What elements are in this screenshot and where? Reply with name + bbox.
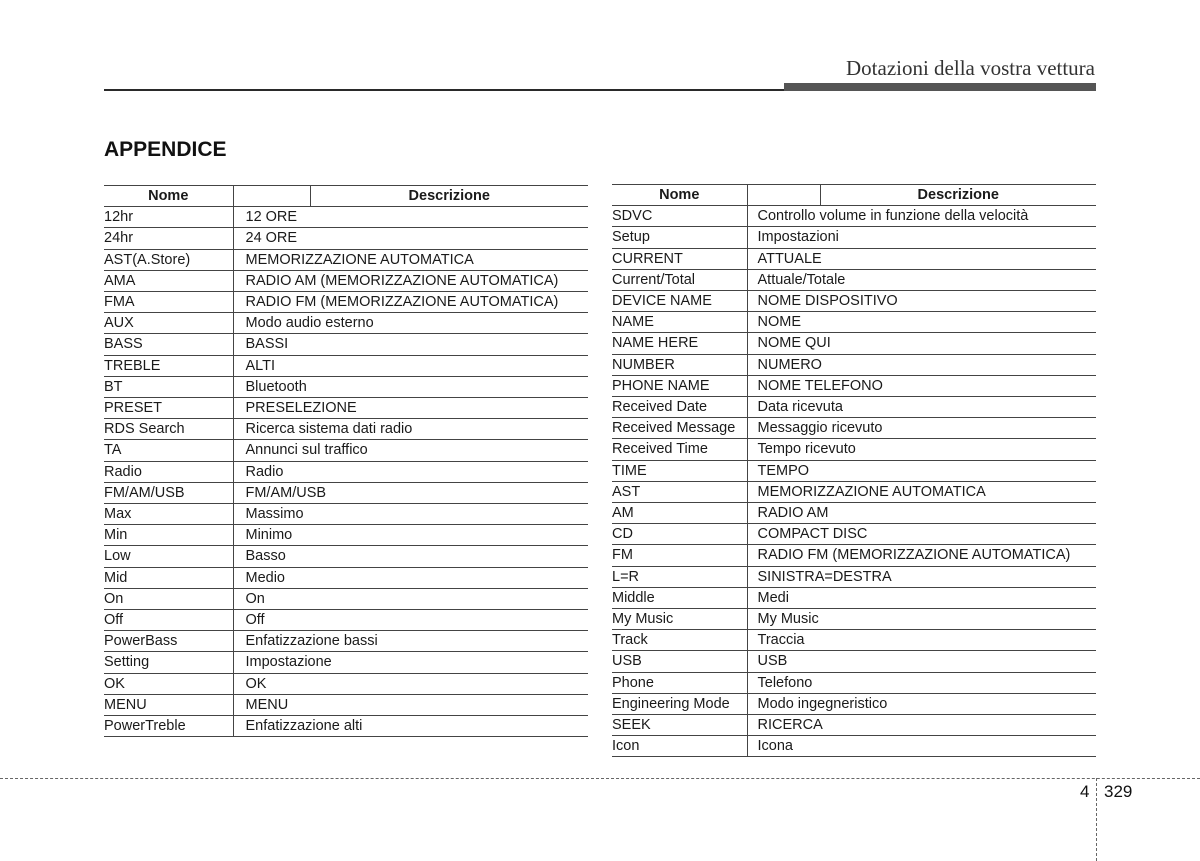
row-name: MENU bbox=[104, 694, 233, 715]
row-description: RADIO FM (MEMORIZZAZIONE AUTOMATICA) bbox=[233, 292, 588, 313]
table-row bbox=[612, 354, 1096, 375]
table-row bbox=[104, 610, 588, 631]
table-row bbox=[612, 609, 1096, 630]
row-description: COMPACT DISC bbox=[747, 524, 1096, 545]
row-name: L=R bbox=[612, 566, 747, 587]
row-description: MENU bbox=[233, 694, 588, 715]
row-description: NOME TELEFONO bbox=[747, 375, 1096, 396]
table-row bbox=[612, 524, 1096, 545]
row-description: Modo ingegneristico bbox=[747, 693, 1096, 714]
row-description: Data ricevuta bbox=[747, 397, 1096, 418]
row-name: TIME bbox=[612, 460, 747, 481]
table-row bbox=[104, 631, 588, 652]
row-description: Medi bbox=[747, 587, 1096, 608]
row-name: Low bbox=[104, 546, 233, 567]
row-name: AM bbox=[612, 503, 747, 524]
row-name: Received Message bbox=[612, 418, 747, 439]
row-name: Track bbox=[612, 630, 747, 651]
table-row bbox=[612, 481, 1096, 502]
row-description: Modo audio esterno bbox=[233, 313, 588, 334]
row-description: Off bbox=[233, 610, 588, 631]
row-name: Setting bbox=[104, 652, 233, 673]
page-header-title: Dotazioni della vostra vettura bbox=[846, 56, 1095, 80]
row-description: RICERCA bbox=[747, 715, 1096, 736]
row-name: USB bbox=[612, 651, 747, 672]
row-name: NAME HERE bbox=[612, 333, 747, 354]
table-row bbox=[104, 461, 588, 482]
table-row bbox=[612, 418, 1096, 439]
row-description: Massimo bbox=[233, 504, 588, 525]
row-name: TA bbox=[104, 440, 233, 461]
table-row bbox=[612, 630, 1096, 651]
table-row bbox=[104, 355, 588, 376]
row-name: Min bbox=[104, 525, 233, 546]
row-description: Traccia bbox=[747, 630, 1096, 651]
table-header-row bbox=[612, 185, 1096, 206]
table-row bbox=[104, 652, 588, 673]
row-name: Received Date bbox=[612, 397, 747, 418]
table-row bbox=[104, 207, 588, 228]
table-row bbox=[104, 525, 588, 546]
row-name: OK bbox=[104, 673, 233, 694]
row-name: DEVICE NAME bbox=[612, 291, 747, 312]
row-description: ATTUALE bbox=[747, 248, 1096, 269]
column-header-spacer bbox=[747, 185, 820, 206]
table-row bbox=[612, 227, 1096, 248]
column-header-description: Descrizione bbox=[820, 185, 1096, 206]
row-name: SEEK bbox=[612, 715, 747, 736]
table-row bbox=[104, 504, 588, 525]
row-description: Attuale/Totale bbox=[747, 269, 1096, 290]
table-row bbox=[612, 397, 1096, 418]
row-name: FM/AM/USB bbox=[104, 482, 233, 503]
row-description: Enfatizzazione alti bbox=[233, 716, 588, 737]
row-description: 24 ORE bbox=[233, 228, 588, 249]
row-description: TEMPO bbox=[747, 460, 1096, 481]
table-row bbox=[104, 673, 588, 694]
row-name: FMA bbox=[104, 292, 233, 313]
row-description: Medio bbox=[233, 567, 588, 588]
table-row bbox=[612, 460, 1096, 481]
table-row bbox=[612, 672, 1096, 693]
row-name: SDVC bbox=[612, 206, 747, 227]
table-row bbox=[104, 398, 588, 419]
row-description: Enfatizzazione bassi bbox=[233, 631, 588, 652]
row-description: PRESELEZIONE bbox=[233, 398, 588, 419]
row-name: NUMBER bbox=[612, 354, 747, 375]
row-name: PowerTreble bbox=[104, 716, 233, 737]
row-name: RDS Search bbox=[104, 419, 233, 440]
row-description: Bluetooth bbox=[233, 376, 588, 397]
row-description: OK bbox=[233, 673, 588, 694]
table-row bbox=[104, 376, 588, 397]
table-row bbox=[104, 292, 588, 313]
row-name: AMA bbox=[104, 270, 233, 291]
table-row bbox=[612, 333, 1096, 354]
row-description: On bbox=[233, 588, 588, 609]
table-row bbox=[612, 375, 1096, 396]
row-description: Minimo bbox=[233, 525, 588, 546]
table-row bbox=[104, 249, 588, 270]
header-divider bbox=[104, 89, 784, 91]
row-name: CURRENT bbox=[612, 248, 747, 269]
row-description: Telefono bbox=[747, 672, 1096, 693]
row-name: On bbox=[104, 588, 233, 609]
table-row bbox=[104, 588, 588, 609]
row-name: 24hr bbox=[104, 228, 233, 249]
row-name: PRESET bbox=[104, 398, 233, 419]
table-row bbox=[612, 545, 1096, 566]
footer-divider bbox=[0, 778, 1200, 779]
table-row bbox=[612, 503, 1096, 524]
row-description: My Music bbox=[747, 609, 1096, 630]
row-description: NUMERO bbox=[747, 354, 1096, 375]
footer-vertical-divider bbox=[1096, 778, 1097, 861]
row-name: Middle bbox=[612, 587, 747, 608]
table-row bbox=[612, 651, 1096, 672]
table-row bbox=[104, 546, 588, 567]
row-description: BASSI bbox=[233, 334, 588, 355]
row-name: Phone bbox=[612, 672, 747, 693]
row-description: ALTI bbox=[233, 355, 588, 376]
table-row bbox=[104, 270, 588, 291]
table-row bbox=[104, 482, 588, 503]
row-name: AUX bbox=[104, 313, 233, 334]
table-row bbox=[612, 587, 1096, 608]
glossary-table-right bbox=[612, 184, 1096, 757]
row-description: RADIO AM (MEMORIZZAZIONE AUTOMATICA) bbox=[233, 270, 588, 291]
chapter-number: 4 bbox=[1080, 782, 1090, 801]
row-description: RADIO FM (MEMORIZZAZIONE AUTOMATICA) bbox=[747, 545, 1096, 566]
row-name: Current/Total bbox=[612, 269, 747, 290]
row-description: Ricerca sistema dati radio bbox=[233, 419, 588, 440]
page-number: 329 bbox=[1104, 782, 1133, 801]
row-name: PowerBass bbox=[104, 631, 233, 652]
row-description: Controllo volume in funzione della velocità bbox=[747, 206, 1096, 227]
row-description: MEMORIZZAZIONE AUTOMATICA bbox=[233, 249, 588, 270]
table-row bbox=[104, 334, 588, 355]
table-row bbox=[104, 440, 588, 461]
row-name: Mid bbox=[104, 567, 233, 588]
row-name: Received Time bbox=[612, 439, 747, 460]
row-name: Engineering Mode bbox=[612, 693, 747, 714]
row-description: Tempo ricevuto bbox=[747, 439, 1096, 460]
column-header-spacer bbox=[233, 186, 310, 207]
table-row bbox=[612, 439, 1096, 460]
table-row bbox=[612, 693, 1096, 714]
table-row bbox=[612, 206, 1096, 227]
row-description: NOME QUI bbox=[747, 333, 1096, 354]
table-row bbox=[612, 312, 1096, 333]
row-name: PHONE NAME bbox=[612, 375, 747, 396]
table-row bbox=[612, 269, 1096, 290]
row-name: 12hr bbox=[104, 207, 233, 228]
table-header-row bbox=[104, 186, 588, 207]
table-row bbox=[104, 567, 588, 588]
row-description: RADIO AM bbox=[747, 503, 1096, 524]
row-description: NOME DISPOSITIVO bbox=[747, 291, 1096, 312]
row-description: FM/AM/USB bbox=[233, 482, 588, 503]
header-divider-bar bbox=[784, 83, 1096, 91]
table-row bbox=[612, 736, 1096, 757]
row-description: Radio bbox=[233, 461, 588, 482]
row-name: BT bbox=[104, 376, 233, 397]
row-description: Messaggio ricevuto bbox=[747, 418, 1096, 439]
row-description: Icona bbox=[747, 736, 1096, 757]
row-description: Annunci sul traffico bbox=[233, 440, 588, 461]
glossary-table-left bbox=[104, 185, 588, 737]
column-header-name: Nome bbox=[104, 186, 233, 207]
column-header-name: Nome bbox=[612, 185, 747, 206]
row-name: FM bbox=[612, 545, 747, 566]
table-row bbox=[104, 313, 588, 334]
row-name: TREBLE bbox=[104, 355, 233, 376]
row-name: Off bbox=[104, 610, 233, 631]
row-description: Impostazioni bbox=[747, 227, 1096, 248]
table-row bbox=[612, 291, 1096, 312]
table-row bbox=[612, 566, 1096, 587]
row-name: AST(A.Store) bbox=[104, 249, 233, 270]
row-name: Icon bbox=[612, 736, 747, 757]
row-description: NOME bbox=[747, 312, 1096, 333]
row-description: Impostazione bbox=[233, 652, 588, 673]
row-name: Setup bbox=[612, 227, 747, 248]
row-name: BASS bbox=[104, 334, 233, 355]
table-row bbox=[104, 716, 588, 737]
row-name: Radio bbox=[104, 461, 233, 482]
table-row bbox=[104, 228, 588, 249]
column-header-description: Descrizione bbox=[310, 186, 588, 207]
table-row bbox=[612, 248, 1096, 269]
row-name: Max bbox=[104, 504, 233, 525]
row-description: MEMORIZZAZIONE AUTOMATICA bbox=[747, 481, 1096, 502]
row-description: 12 ORE bbox=[233, 207, 588, 228]
row-name: My Music bbox=[612, 609, 747, 630]
table-row bbox=[104, 694, 588, 715]
row-description: SINISTRA=DESTRA bbox=[747, 566, 1096, 587]
row-description: Basso bbox=[233, 546, 588, 567]
section-title: APPENDICE bbox=[104, 138, 227, 161]
table-row bbox=[612, 715, 1096, 736]
row-description: USB bbox=[747, 651, 1096, 672]
row-name: AST bbox=[612, 481, 747, 502]
table-row bbox=[104, 419, 588, 440]
row-name: NAME bbox=[612, 312, 747, 333]
row-name: CD bbox=[612, 524, 747, 545]
